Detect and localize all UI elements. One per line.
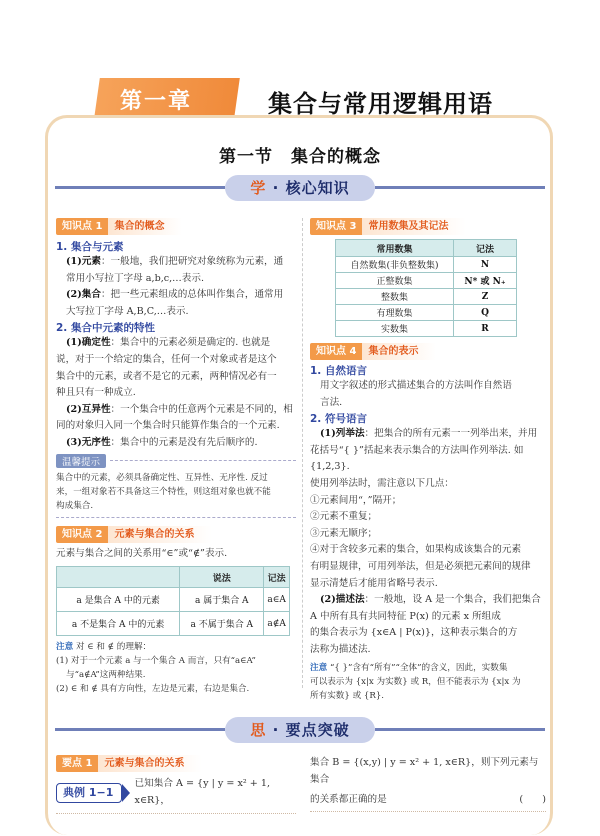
- example-label: 典例 1−1: [56, 783, 122, 803]
- answer-blank: ( ): [519, 794, 546, 806]
- para-element: (1)元素：一般地，我们把研究对象统称为元素，通: [66, 256, 284, 267]
- column-divider: [302, 218, 303, 688]
- band-line-right-2: [375, 728, 545, 731]
- example-row: [56, 776, 296, 809]
- knowledge-point-3-header: 知识点 3 常用数集及其记法: [310, 218, 546, 235]
- list-item: ①元素间用“，”隔开；: [310, 494, 402, 506]
- example-text-3: 的关系都正确的是 ( ): [310, 792, 546, 809]
- number-sets-table: 常用数集 记法 自然数集(非负整数集) N 正整数集 N* 或 N₊ 整数集 Z 有理数集 Q 实数集 R: [335, 239, 517, 337]
- para-description: (2)描述法：一般地，设 A 是一个集合，我们把集合: [320, 594, 541, 606]
- right-column: [310, 218, 546, 703]
- para-distinctness: (2)互异性：一个集合中的任意两个元素是不同的，相: [66, 403, 293, 415]
- tip-label: 温馨提示: [56, 454, 106, 468]
- para-definiteness-4: 种且只有一种成立.: [56, 387, 136, 399]
- band-line-left: [55, 186, 225, 189]
- note-icon: 注意: [56, 642, 74, 653]
- table-row: 有理数集 Q: [336, 305, 517, 321]
- table-row: 整数集 Z: [336, 289, 517, 305]
- note-braces: 注意 “{ }”含有“所有”“全体”的含义，因此，实数集: [310, 662, 508, 673]
- heading-element-properties: 2. 集合中元素的特性: [56, 322, 155, 335]
- para-roster-3: {1,2,3}.: [310, 461, 350, 473]
- para-definiteness: (1)确定性：集合中的元素必须是确定的. 也就是: [66, 337, 271, 349]
- list-item: ②元素不重复；: [310, 511, 378, 523]
- para-definiteness-2: 说，对于一个给定的集合，任何一个对象或者是这个: [56, 353, 277, 365]
- band-core-knowledge: 学 · 核心知识: [225, 175, 375, 201]
- chapter-title: 集合与常用逻辑用语: [268, 90, 493, 118]
- list-item: ④对于含较多元素的集合，如果构成该集合的元素: [310, 544, 522, 556]
- table-row: a 不是集合 A 中的元素 a 不属于集合 A a∉A: [57, 612, 290, 636]
- para-definiteness-3: 集合中的元素，或者不是它的元素，两种情况必有一: [56, 370, 277, 382]
- knowledge-point-4-header: 知识点 4 集合的表示: [310, 343, 546, 360]
- para-description-2: A 中所有具有共同特征 P(x) 的元素 x 所组成: [310, 610, 501, 622]
- list-item-cont: 显示清楚后才能用省略号表示.: [310, 577, 438, 589]
- note-relation-3: 与“a∉A”这两种结果.: [66, 670, 146, 681]
- tip-line-1: 集合中的元素，必须具备确定性、互异性、无序性. 反过: [56, 472, 268, 483]
- note-relation-4: (2) ∈ 和 ∉ 具有方向性，左边是元素，右边是集合.: [56, 684, 250, 695]
- list-item: ③元素无顺序；: [310, 527, 378, 539]
- table-row: a 是集合 A 中的元素 a 属于集合 A a∈A: [57, 588, 290, 612]
- left-column: [56, 218, 296, 696]
- chapter-tag: 第一章: [120, 89, 193, 114]
- heading-natural-language: 1. 自然语言: [310, 365, 367, 377]
- note-relation: 注意 对 ∈ 和 ∉ 的理解：: [56, 642, 152, 653]
- note-relation-2: (1) 对于一个元素 a 与一个集合 A 而言，只有“a∈A”: [56, 656, 256, 667]
- para-unordered: (3)无序性：集合中的元素是没有先后顺序的.: [66, 436, 258, 448]
- note-braces-2: 可以表示为 {x|x 为实数} 或 R，但不能表示为 {x|x 为: [310, 676, 521, 687]
- key-point-1-header: 要点 1 元素与集合的关系: [56, 755, 296, 772]
- knowledge-point-2-header: 知识点 2 元素与集合的关系: [56, 526, 296, 543]
- band-line-left-2: [55, 728, 225, 731]
- table-row: 自然数集(非负整数集) N: [336, 257, 517, 273]
- band-key-points: 思 · 要点突破: [225, 717, 375, 743]
- para-distinctness-2: 同的对象归入同一个集合时只能算作集合的一个元素.: [56, 420, 280, 432]
- tip-header: [56, 454, 296, 468]
- para-roster: (1)列举法：把集合的所有元素一一列举出来，并用: [320, 428, 538, 440]
- tip-line-2: 来，一组对象若不具备这三个特性，则这组对象也就不能: [56, 486, 271, 497]
- list-item-cont: 有明显规律，可用列举法，但是必须把元素间的规律: [310, 560, 531, 572]
- note-braces-3: 所有实数} 或 {R}.: [310, 690, 385, 701]
- example-text-2: 集合 B = {(x,y) | y = x² + 1, x∈R}，则下列元素与集合: [310, 757, 539, 785]
- para-set: (2)集合：把一些元素组成的总体叫作集合，通常用: [66, 289, 284, 301]
- para-description-4: 法称为描述法.: [310, 643, 371, 655]
- key-point-1: [56, 755, 296, 814]
- note-icon: 注意: [310, 662, 328, 673]
- heading-set-element: 1. 集合与元素: [56, 241, 124, 253]
- table-row: 正整数集 N* 或 N₊: [336, 273, 517, 289]
- arrow-icon: [122, 784, 130, 802]
- tip-line-3: 构成集合.: [56, 500, 94, 511]
- relation-table: 说法 记法 a 是集合 A 中的元素 a 属于集合 A a∈A a 不是集合 A 中的元素 a 不属于集合 A a∉A: [56, 566, 290, 636]
- para-roster-notes: 使用列举法时，需注意以下几点：: [310, 477, 454, 489]
- relation-intro: 元素与集合之间的关系用“∈”或“∉”表示.: [56, 547, 228, 559]
- para-natural: 用文字叙述的形式描述集合的方法叫作自然语: [320, 380, 512, 391]
- table-row: 实数集 R: [336, 321, 517, 337]
- para-set-cont: 大写拉丁字母 A,B,C,…表示.: [66, 305, 189, 317]
- para-roster-2: 花括号“{ }”括起来表示集合的方法叫作列举法. 如: [310, 444, 524, 456]
- knowledge-point-1-header: 知识点 1 集合的概念: [56, 218, 296, 235]
- heading-symbolic-language: 2. 符号语言: [310, 413, 367, 426]
- para-element-cont: 常用小写拉丁字母 a,b,c,…表示.: [66, 272, 205, 284]
- para-description-3: 的集合表示为 {x∈A | P(x)}，这种表示集合的方: [310, 627, 518, 639]
- para-natural-2: 言法.: [320, 396, 343, 408]
- band-line-right: [375, 186, 545, 189]
- section-title: 第一节 集合的概念: [219, 147, 381, 167]
- example-continued: [310, 755, 546, 812]
- example-text: 已知集合 A = {y | y = x² + 1, x∈R}，: [134, 778, 270, 806]
